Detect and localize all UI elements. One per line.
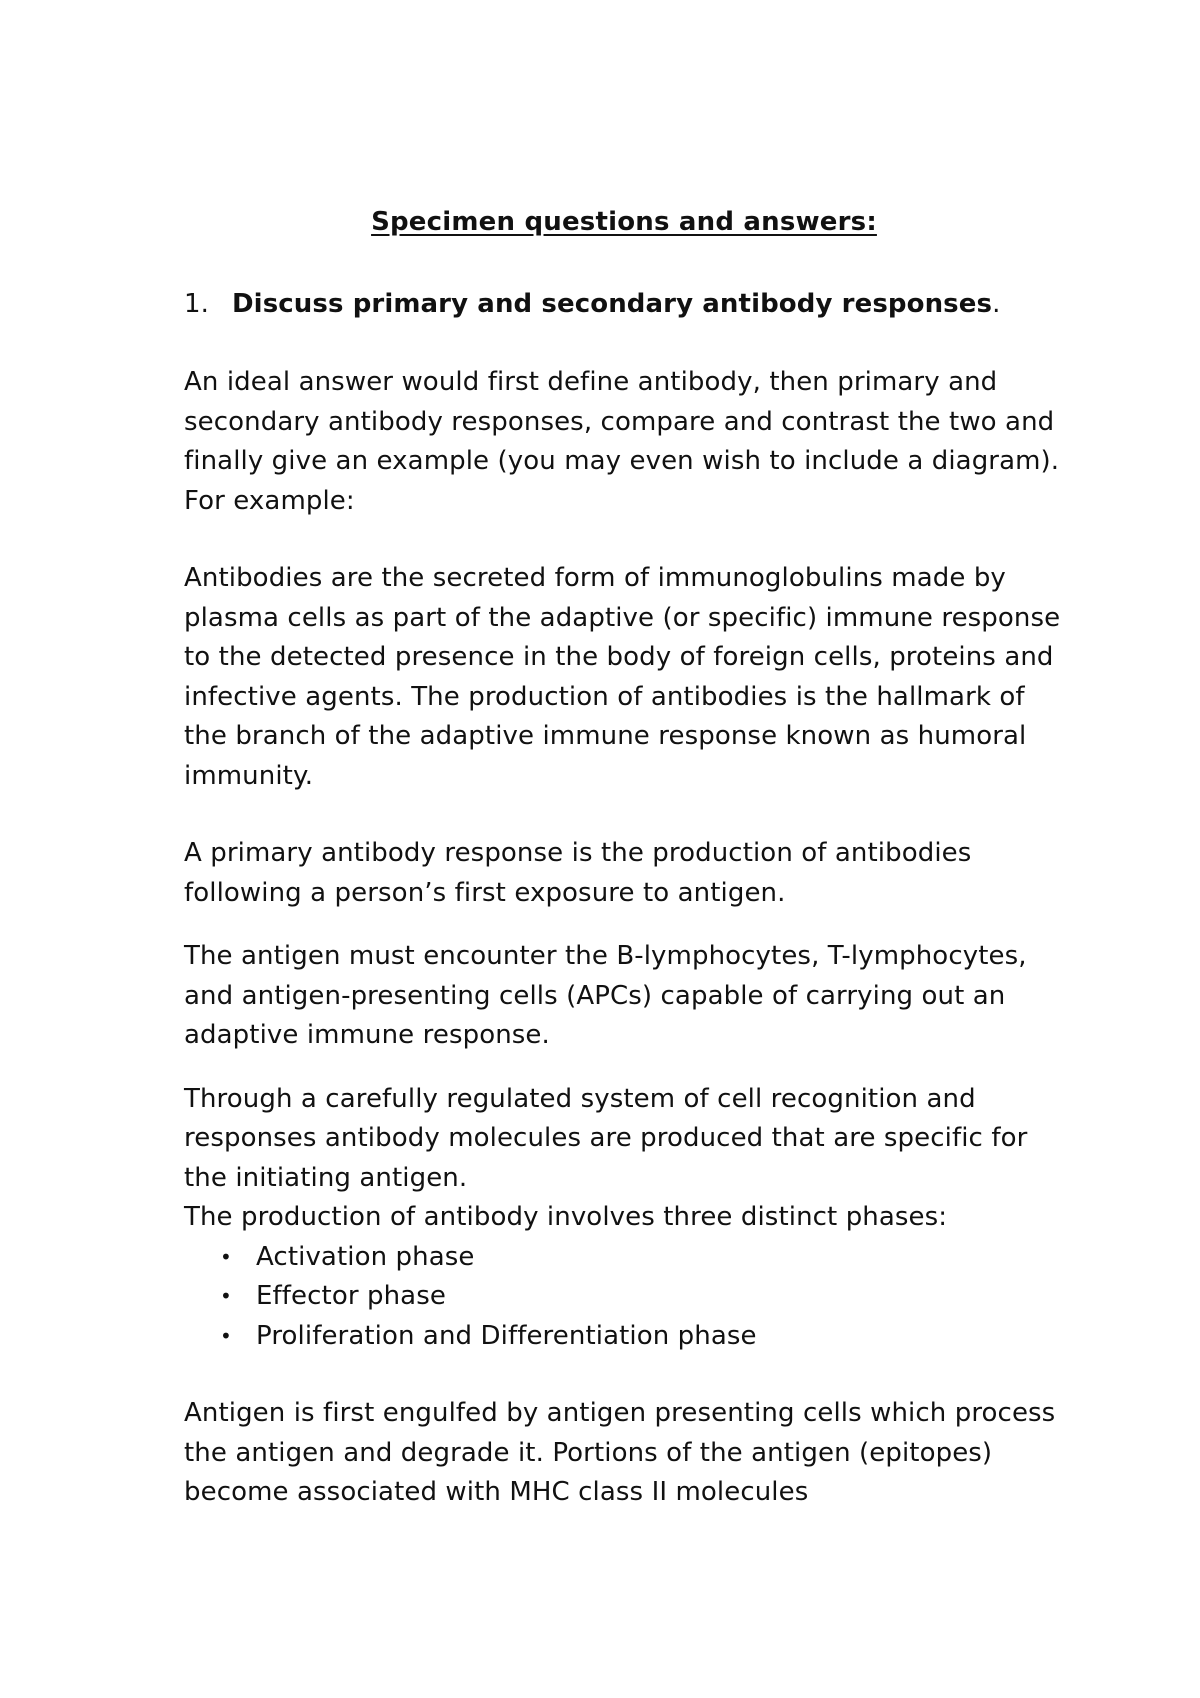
list-item bbox=[184, 1238, 1064, 1278]
paragraph-primary-response: A primary antibody response is the production of antibodies following a person’s first exposure to antigen. bbox=[184, 838, 972, 908]
paragraph-antigen-encounter: The antigen must encounter the B-lymphocytes, T-lymphocytes, and antigen-presenting cells (APCs) capable of carrying out an adaptive immune response. bbox=[184, 941, 1027, 1050]
question-1 bbox=[184, 289, 1064, 319]
list-item-text: Proliferation and Differentiation phase bbox=[256, 1320, 757, 1351]
bullet-icon: • bbox=[220, 1244, 232, 1269]
paragraph-antigen-processing: Antigen is first engulfed by antigen presenting cells which process the antigen and degrade it. Portions of the antigen (epitopes) become associated with MHC class II molecules bbox=[184, 1398, 1056, 1507]
paragraph-antibody-definition: Antibodies are the secreted form of immunoglobulins made by plasma cells as part of the adaptive (or specific) immune response to the detected presence in the body of foreign cells, proteins and infective agents. The production of antibodies is the hallmark of the branch of the adaptive immune response known as humoral immunity. bbox=[184, 563, 1061, 791]
list-item bbox=[184, 1277, 1064, 1317]
list-item bbox=[184, 1317, 1064, 1357]
page-title: Specimen questions and answers: bbox=[371, 207, 877, 237]
paragraph-phases-intro: The production of antibody involves three distinct phases: bbox=[184, 1202, 948, 1232]
question-text: Discuss primary and secondary antibody responses bbox=[232, 289, 993, 319]
list-item-text: Effector phase bbox=[256, 1281, 446, 1311]
list-item-text: Activation phase bbox=[256, 1241, 475, 1272]
document-body bbox=[184, 207, 1064, 1513]
phases-list bbox=[184, 1238, 1064, 1357]
bullet-icon: • bbox=[220, 1284, 232, 1308]
question-number: 1. bbox=[184, 289, 210, 319]
question-end-punctuation: . bbox=[992, 289, 1001, 319]
paragraph-intro: An ideal answer would first define antibody, then primary and secondary antibody responses, compare and contrast the two and finally give an example (you may even wish to include a diagram). For example: bbox=[184, 367, 1060, 516]
bullet-icon: • bbox=[220, 1323, 232, 1348]
paragraph-cell-recognition: Through a carefully regulated system of cell recognition and responses antibody molecules are produced that are specific for the initiating antigen. bbox=[184, 1083, 1028, 1193]
